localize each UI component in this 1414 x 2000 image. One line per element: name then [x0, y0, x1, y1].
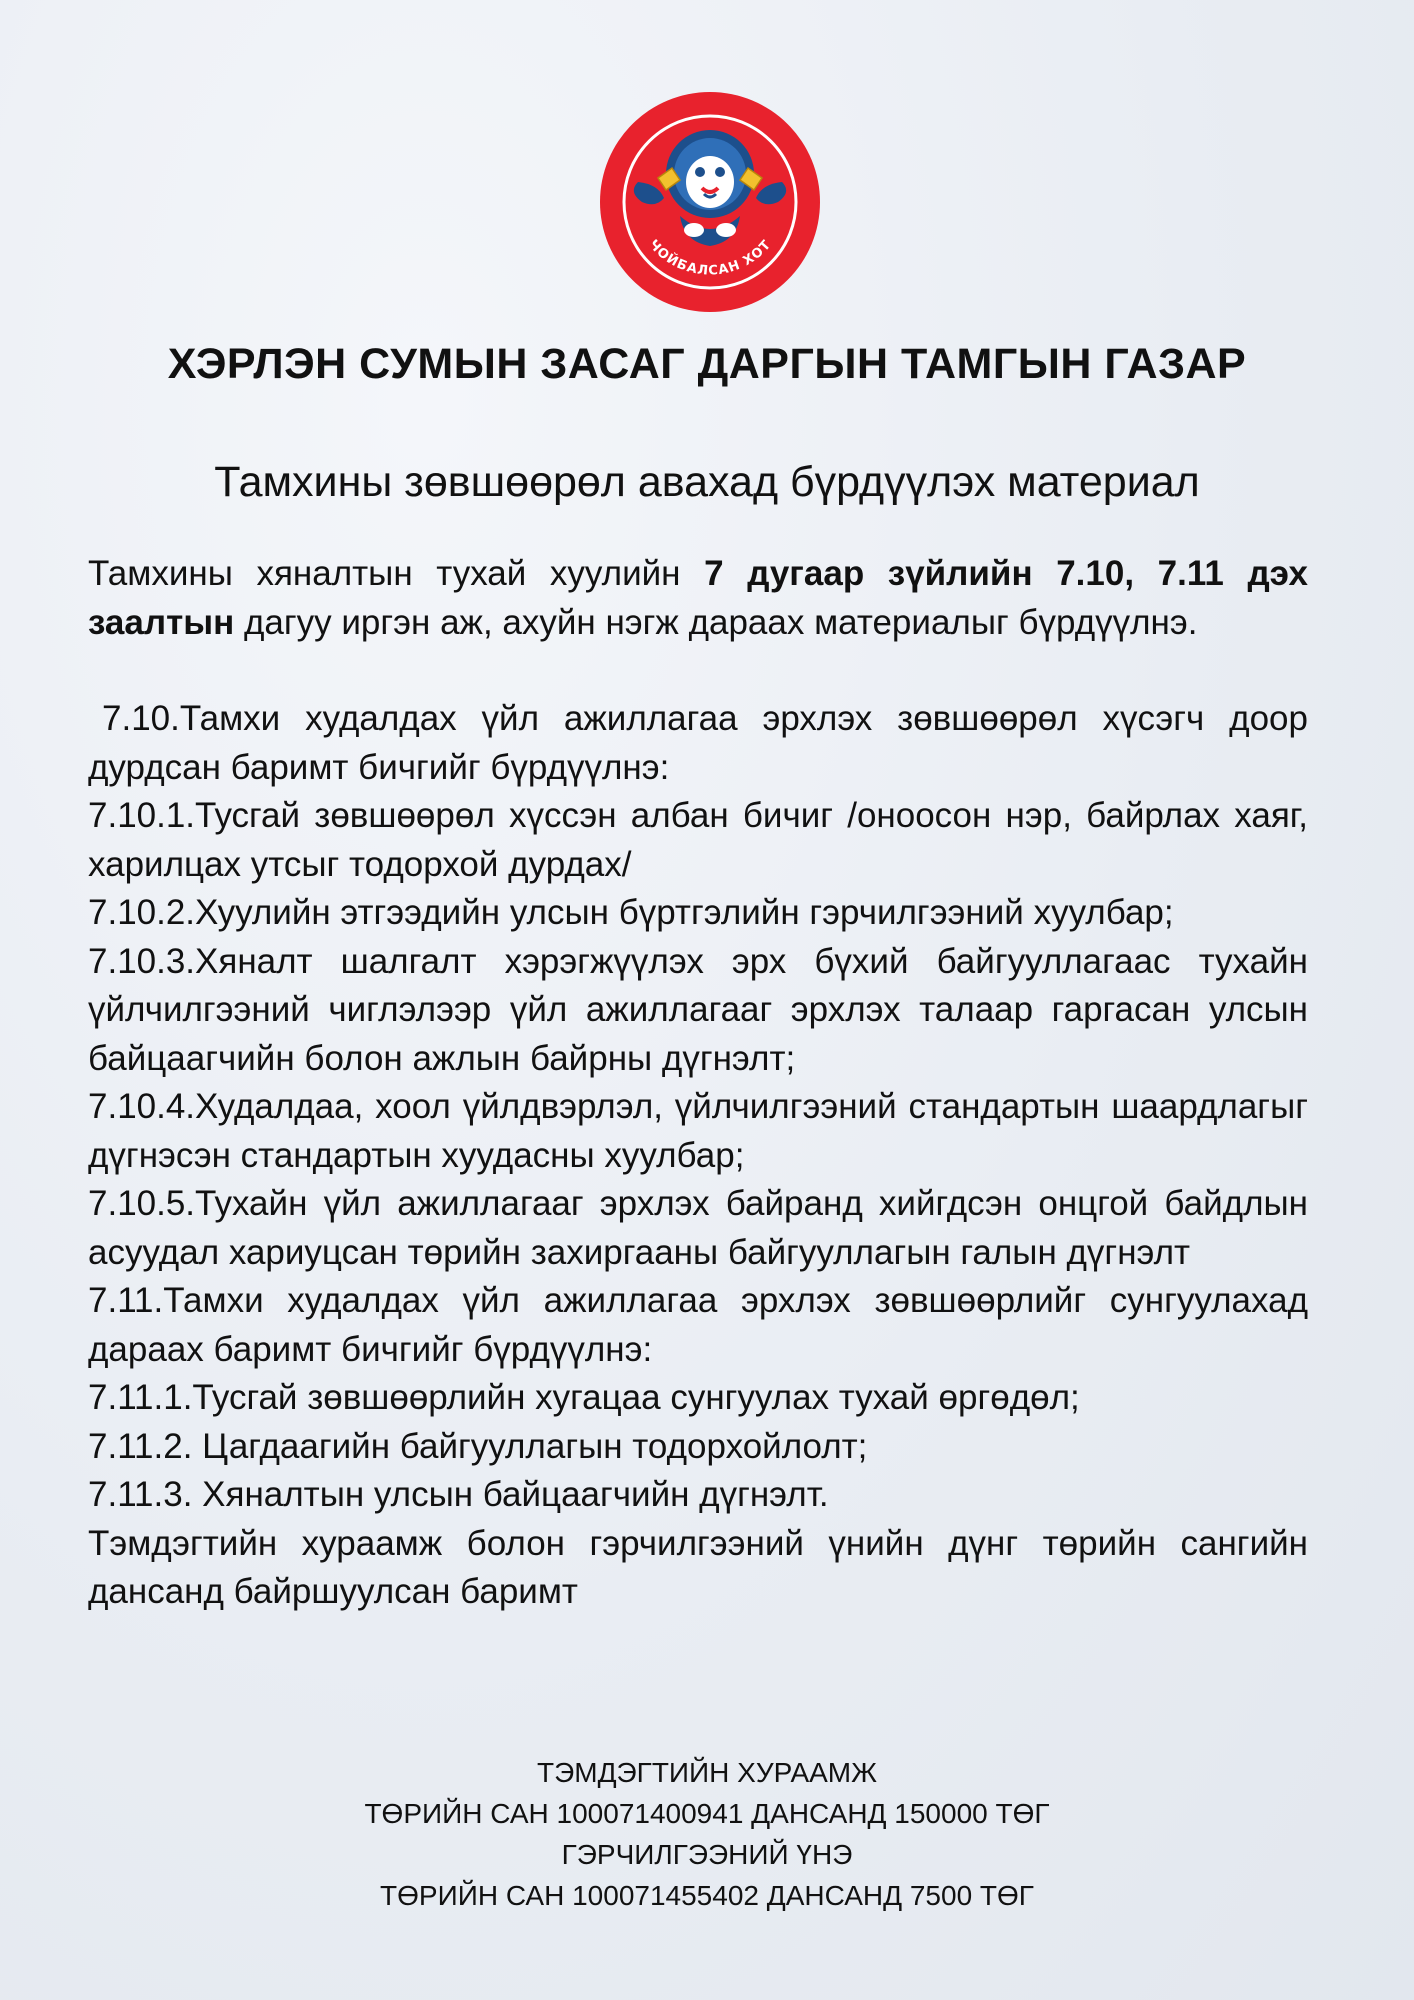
intro-law-reference: 7 дугаар зүйлийн 7.10, 7.11 дэх заалтын: [88, 554, 1308, 642]
stamp-fee-account: ТӨРИЙН САН 100071400941 ДАНСАНД 150000 ТӨГ: [364, 1798, 1050, 1829]
requirement-item: 7.11.2. Цагдаагийн байгууллагын тодорхойлолт;: [88, 1426, 868, 1466]
requirement-item: 7.10.Тамхи худалдах үйл ажиллагаа эрхлэх зөвшөөрөл хүсэгч доор дурдсан баримт бичгийг бүрдүүлнэ:: [88, 699, 1308, 787]
intro-text: Тамхины хяналтын тухай хуулийн: [88, 554, 705, 593]
requirement-item: 7.10.5.Тухайн үйл ажиллагааг эрхлэх байранд хийгдсэн онцгой байдлын асуудал хариуцсан төрийн захиргааны байгууллагын галын дүгнэлт: [88, 1184, 1308, 1272]
requirement-item: 7.11.Тамхи худалдах үйл ажиллагаа эрхлэх зөвшөөрлийг сунгуулахад дараах баримт бичгийг бүрдүүлнэ:: [88, 1281, 1308, 1369]
city-logo: [598, 90, 822, 314]
requirement-item: 7.10.3.Хяналт шалгалт хэрэгжүүлэх эрх бүхий байгууллагаас тухайн үйлчилгээний чиглэлээр үйл ажиллагааг эрхлэх талаар гаргасан улсын байцаагчийн болон ажлын байрны дүгнэлт;: [88, 941, 1308, 1078]
requirement-item: Тэмдэгтийн хураамж болон гэрчилгээний үнийн дүнг төрийн сангийн дансанд байршуулсан баримт: [88, 1523, 1308, 1611]
certificate-fee-label: ГЭРЧИЛГЭЭНИЙ ҮНЭ: [561, 1839, 853, 1870]
stamp-fee-label: ТЭМДЭГТИЙН ХУРААМЖ: [537, 1757, 877, 1788]
requirement-item: 7.11.3. Хяналтын улсын байцаагчийн дүгнэлт.: [88, 1475, 829, 1514]
intro-text-end: дагуу иргэн аж, ахуйн нэгж дараах материалыг бүрдүүлнэ.: [234, 602, 1198, 642]
requirement-item: 7.10.2.Хуулийн этгээдийн улсын бүртгэлийн гэрчилгээний хуулбар;: [88, 893, 1174, 932]
certificate-fee-account: ТӨРИЙН САН 100071455402 ДАНСАНД 7500 ТӨГ: [380, 1880, 1034, 1911]
intro-paragraph: [88, 550, 1308, 647]
requirement-item: 7.10.4.Худалдаа, хоол үйлдвэрлэл, үйлчилгээний стандартын шаардлагыг дүгнэсэн стандартын хуудасны хуулбар;: [88, 1087, 1308, 1175]
document-body: [88, 550, 1308, 1617]
logo-text: ЧОЙБАЛСАН ХОТ: [645, 237, 775, 279]
organization-title: ХЭРЛЭН СУМЫН ЗАСАГ ДАРГЫН ТАМГЫН ГАЗАР: [167, 340, 1247, 388]
document-subtitle: Тамхины зөвшөөрөл авахад бүрдүүлэх материал: [214, 458, 1200, 506]
requirement-item: 7.11.1.Тусгай зөвшөөрлийн хугацаа сунгуулах тухай өргөдөл;: [88, 1378, 1080, 1417]
requirement-item: 7.10.1.Тусгай зөвшөөрөл хүссэн албан бичиг /оноосон нэр, байрлах хаяг, харилцах утсыг тодорхой дурдах/: [88, 796, 1308, 884]
payment-info: [0, 1752, 1414, 1916]
